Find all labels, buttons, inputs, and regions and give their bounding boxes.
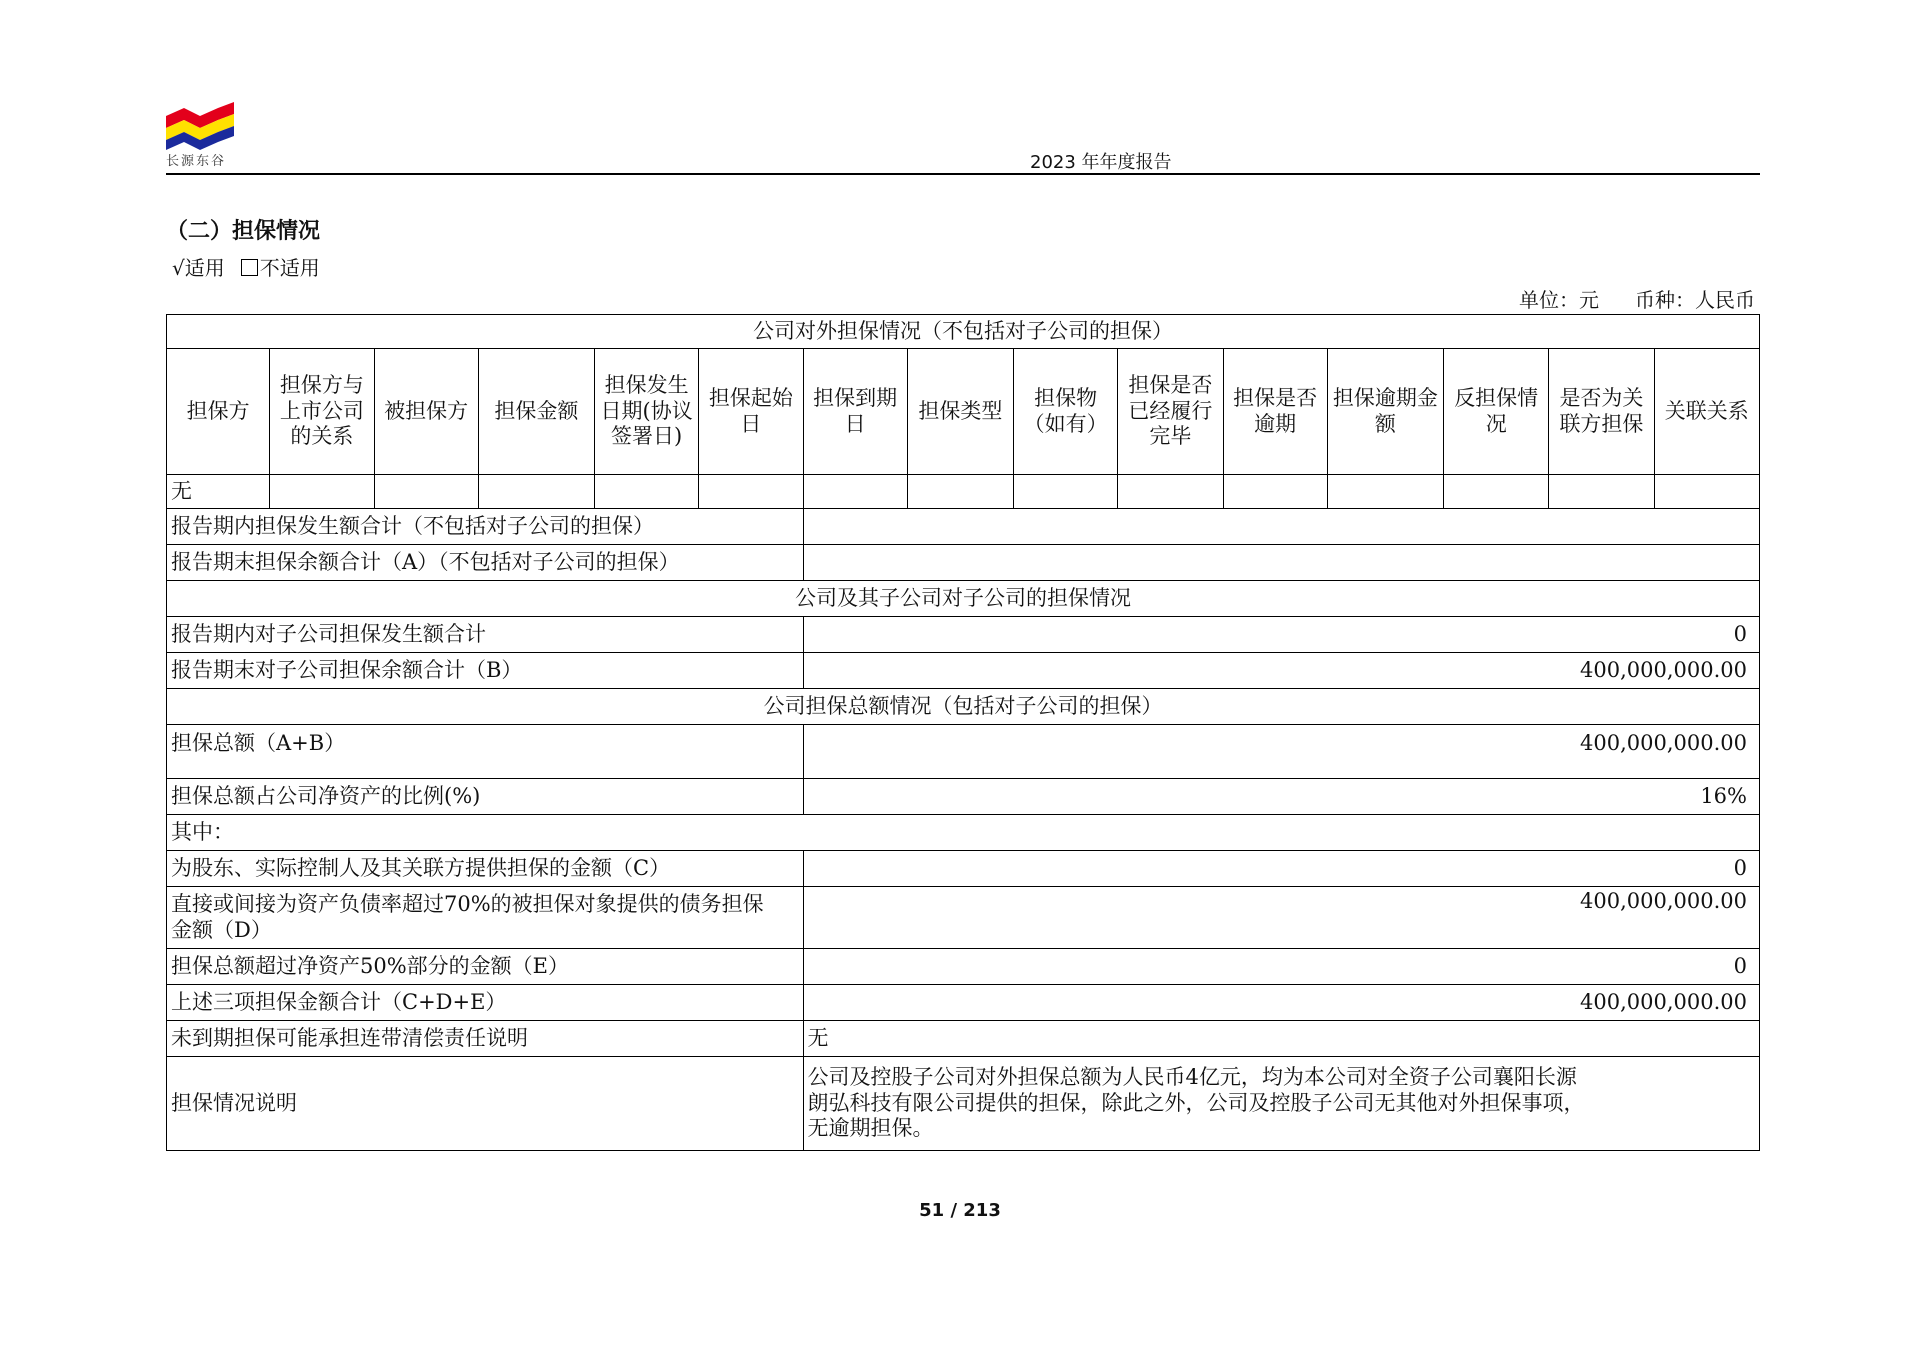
explanation-label: 担保情况说明 <box>167 1057 804 1151</box>
total-occurred-label: 报告期内担保发生额合计（不包括对子公司的担保） <box>167 509 804 545</box>
report-title: 2023 年年度报告 <box>1030 152 1172 173</box>
amount-e-label: 担保总额超过净资产50%部分的金额（E） <box>167 949 804 985</box>
empty-checkbox-icon <box>241 259 258 276</box>
table-cell <box>1654 475 1759 509</box>
total-balance-value <box>803 545 1759 581</box>
explanation-line-2: 朗弘科技有限公司提供的担保，除此之外，公司及控股子公司无其他对外担保事项， <box>807 1090 1585 1115</box>
unit-label: 单位：元 <box>1519 288 1599 312</box>
page-number: 51 / 213 <box>919 1200 1001 1221</box>
total-guarantee-title: 公司担保总额情况（包括对子公司的担保） <box>167 689 1760 725</box>
joint-liability-label: 未到期担保可能承担连带清偿责任说明 <box>167 1021 804 1057</box>
amount-cde-label: 上述三项担保金额合计（C+D+E） <box>167 985 804 1021</box>
table-cell <box>478 475 594 509</box>
amount-d-label <box>167 887 804 949</box>
amount-cde-value: 400,000,000.00 <box>803 985 1759 1021</box>
col-header-start-date: 担保起始日 <box>699 349 803 475</box>
subsidiary-occurred-label: 报告期内对子公司担保发生额合计 <box>167 617 804 653</box>
table-cell <box>699 475 803 509</box>
guarantee-total-value: 400,000,000.00 <box>803 725 1759 779</box>
logo-text: 长源东谷 <box>166 154 227 169</box>
table-cell <box>374 475 478 509</box>
amount-c-label: 为股东、实际控制人及其关联方提供担保的金额（C） <box>167 851 804 887</box>
col-header-amount: 担保金额 <box>478 349 594 475</box>
section-title: （二）担保情况 <box>166 219 321 244</box>
col-header-counter-guarantee: 反担保情况 <box>1444 349 1549 475</box>
external-guarantee-title: 公司对外担保情况（不包括对子公司的担保） <box>167 315 1760 349</box>
table-cell <box>595 475 699 509</box>
col-header-related-party: 是否为关联方担保 <box>1549 349 1654 475</box>
explanation-text <box>803 1057 1759 1151</box>
table-cell <box>803 475 907 509</box>
col-header-end-date: 担保到期日 <box>803 349 907 475</box>
check-mark-icon: √ <box>172 256 185 280</box>
net-asset-ratio-label: 担保总额占公司净资产的比例(%) <box>167 779 804 815</box>
explanation-line-1: 公司及控股子公司对外担保总额为人民币4亿元，均为本公司对全资子公司襄阳长源 <box>807 1065 1577 1090</box>
col-header-collateral: 担保物（如有） <box>1014 349 1118 475</box>
explanation-line-3: 无逾期担保。 <box>807 1116 934 1141</box>
among-label: 其中： <box>167 815 1760 851</box>
col-header-guaranteed-party: 被担保方 <box>374 349 478 475</box>
col-header-guarantor: 担保方 <box>167 349 270 475</box>
unit-currency-line <box>1519 284 1755 313</box>
header-divider <box>166 173 1760 175</box>
amount-e-value: 0 <box>803 949 1759 985</box>
net-asset-ratio-value: 16% <box>803 779 1759 815</box>
not-applicable-label: 不适用 <box>259 256 320 280</box>
joint-liability-value: 无 <box>803 1021 1759 1057</box>
amount-d-label-line1: 直接或间接为资产负债率超过70%的被担保对象提供的债务担保 <box>171 891 764 916</box>
col-header-related-relation: 关联关系 <box>1654 349 1759 475</box>
total-occurred-value <box>803 509 1759 545</box>
amount-d-value: 400,000,000.00 <box>803 887 1759 949</box>
applicability-options <box>172 252 320 281</box>
subsidiary-occurred-value: 0 <box>803 617 1759 653</box>
guarantee-table <box>166 314 1760 1151</box>
table-cell <box>1327 475 1443 509</box>
amount-d-label-line2: 金额（D） <box>171 917 272 942</box>
amount-c-value: 0 <box>803 851 1759 887</box>
col-header-fulfilled: 担保是否已经履行完毕 <box>1118 349 1223 475</box>
col-header-relationship: 担保方与上市公司的关系 <box>270 349 374 475</box>
applicable-label: 适用 <box>184 256 225 280</box>
subsidiary-balance-value: 400,000,000.00 <box>803 653 1759 689</box>
currency-label: 币种：人民币 <box>1635 288 1755 312</box>
guarantee-total-label: 担保总额（A+B） <box>167 725 804 779</box>
table-row <box>167 475 1760 509</box>
col-header-occurrence-date: 担保发生日期(协议签署日) <box>595 349 699 475</box>
subsidiary-guarantee-title: 公司及其子公司对子公司的担保情况 <box>167 581 1760 617</box>
table-cell <box>1223 475 1327 509</box>
table-cell: 无 <box>167 475 270 509</box>
col-header-overdue-amount: 担保逾期金额 <box>1327 349 1443 475</box>
table-cell <box>1014 475 1118 509</box>
col-header-type: 担保类型 <box>907 349 1013 475</box>
table-cell <box>270 475 374 509</box>
table-cell <box>907 475 1013 509</box>
subsidiary-balance-label: 报告期末对子公司担保余额合计（B） <box>167 653 804 689</box>
table-cell <box>1118 475 1223 509</box>
table-cell <box>1549 475 1654 509</box>
total-balance-label: 报告期末担保余额合计（A）（不包括对子公司的担保） <box>167 545 804 581</box>
col-header-overdue: 担保是否逾期 <box>1223 349 1327 475</box>
table-cell <box>1444 475 1549 509</box>
